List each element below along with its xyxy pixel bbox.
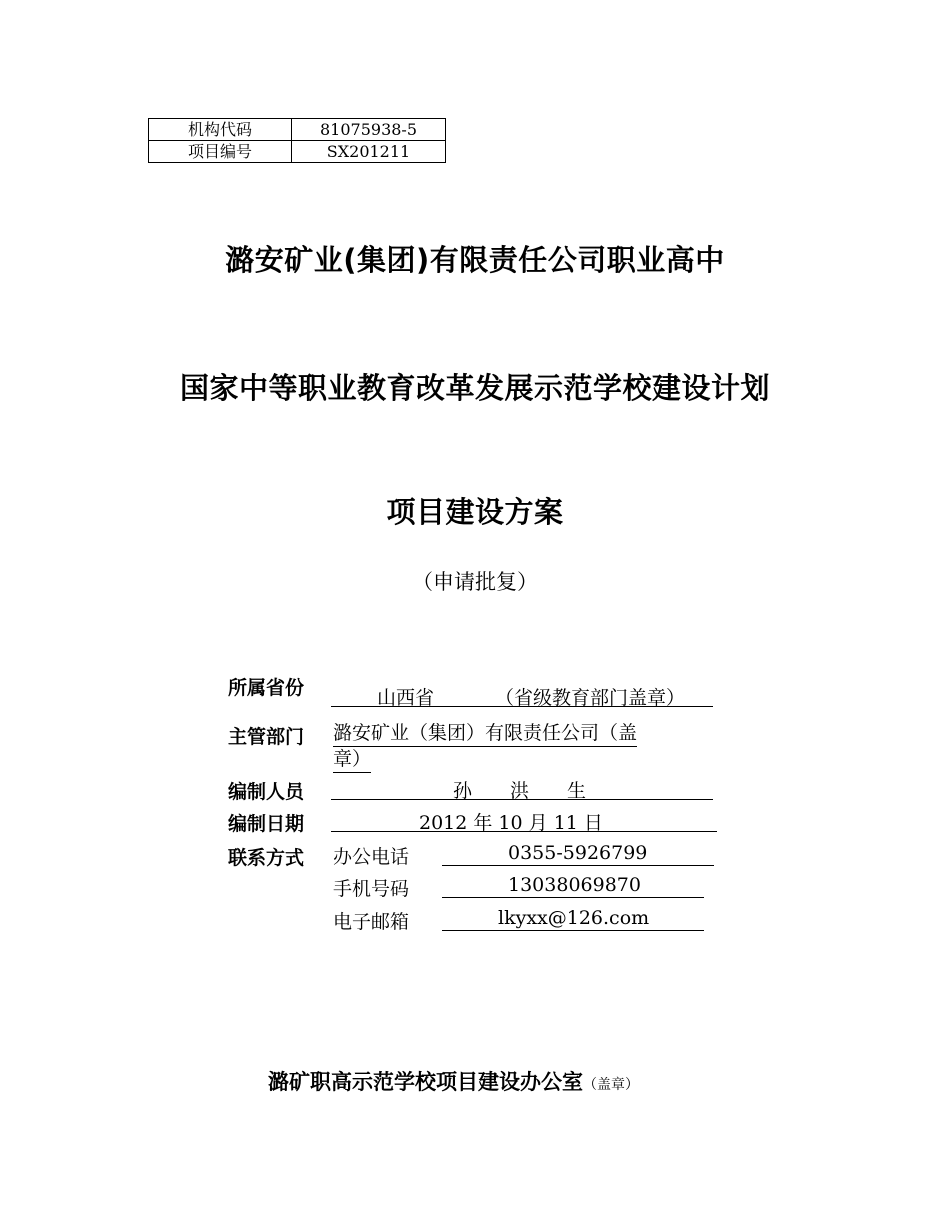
date-label: 编制日期 bbox=[228, 813, 305, 835]
province-label: 所属省份 bbox=[228, 677, 305, 699]
dept-value-line-1: 潞安矿业（集团）有限责任公司（盖 bbox=[333, 721, 637, 747]
dept-label: 主管部门 bbox=[228, 726, 305, 748]
title-line-1: 潞安矿业(集团)有限责任公司职业高中 bbox=[225, 243, 725, 277]
office-phone-label: 办公电话 bbox=[333, 846, 410, 868]
dept-value-line-2: 章） bbox=[333, 747, 371, 773]
mobile-value: 13038069870 bbox=[508, 874, 641, 896]
province-field bbox=[331, 683, 713, 707]
title-line-2: 国家中等职业教育改革发展示范学校建设计划 bbox=[179, 371, 770, 405]
project-no-value: SX201211 bbox=[292, 141, 446, 163]
subtitle: （申请批复） bbox=[412, 570, 538, 594]
province-value: 山西省 bbox=[377, 687, 435, 709]
office-phone-field bbox=[442, 842, 714, 866]
province-note: （省级教育部门盖章） bbox=[495, 687, 686, 709]
org-code-value: 81075938-5 bbox=[292, 119, 446, 141]
footer-seal: （盖章） bbox=[583, 1077, 639, 1093]
office-phone-value: 0355-5926799 bbox=[508, 842, 648, 864]
title-line-3: 项目建设方案 bbox=[386, 495, 564, 529]
table-row bbox=[149, 141, 446, 163]
author-label: 编制人员 bbox=[228, 781, 305, 803]
mobile-label: 手机号码 bbox=[333, 878, 410, 900]
author-field bbox=[331, 776, 713, 800]
email-field bbox=[442, 907, 704, 931]
footer-office-name: 潞矿职高示范学校项目建设办公室 bbox=[268, 1070, 583, 1094]
date-field bbox=[331, 808, 717, 832]
info-table bbox=[148, 118, 446, 163]
contact-label: 联系方式 bbox=[228, 847, 305, 869]
email-value: lkyxx@126.com bbox=[498, 907, 650, 929]
email-label: 电子邮箱 bbox=[333, 911, 410, 933]
mobile-field bbox=[442, 874, 704, 898]
date-value: 2012 年 10 月 11 日 bbox=[419, 812, 603, 834]
dept-field bbox=[333, 721, 637, 773]
author-value: 孙 洪 生 bbox=[453, 780, 587, 802]
table-row bbox=[149, 119, 446, 141]
project-no-label: 项目编号 bbox=[149, 141, 292, 163]
footer-office bbox=[268, 1066, 639, 1096]
org-code-label: 机构代码 bbox=[149, 119, 292, 141]
